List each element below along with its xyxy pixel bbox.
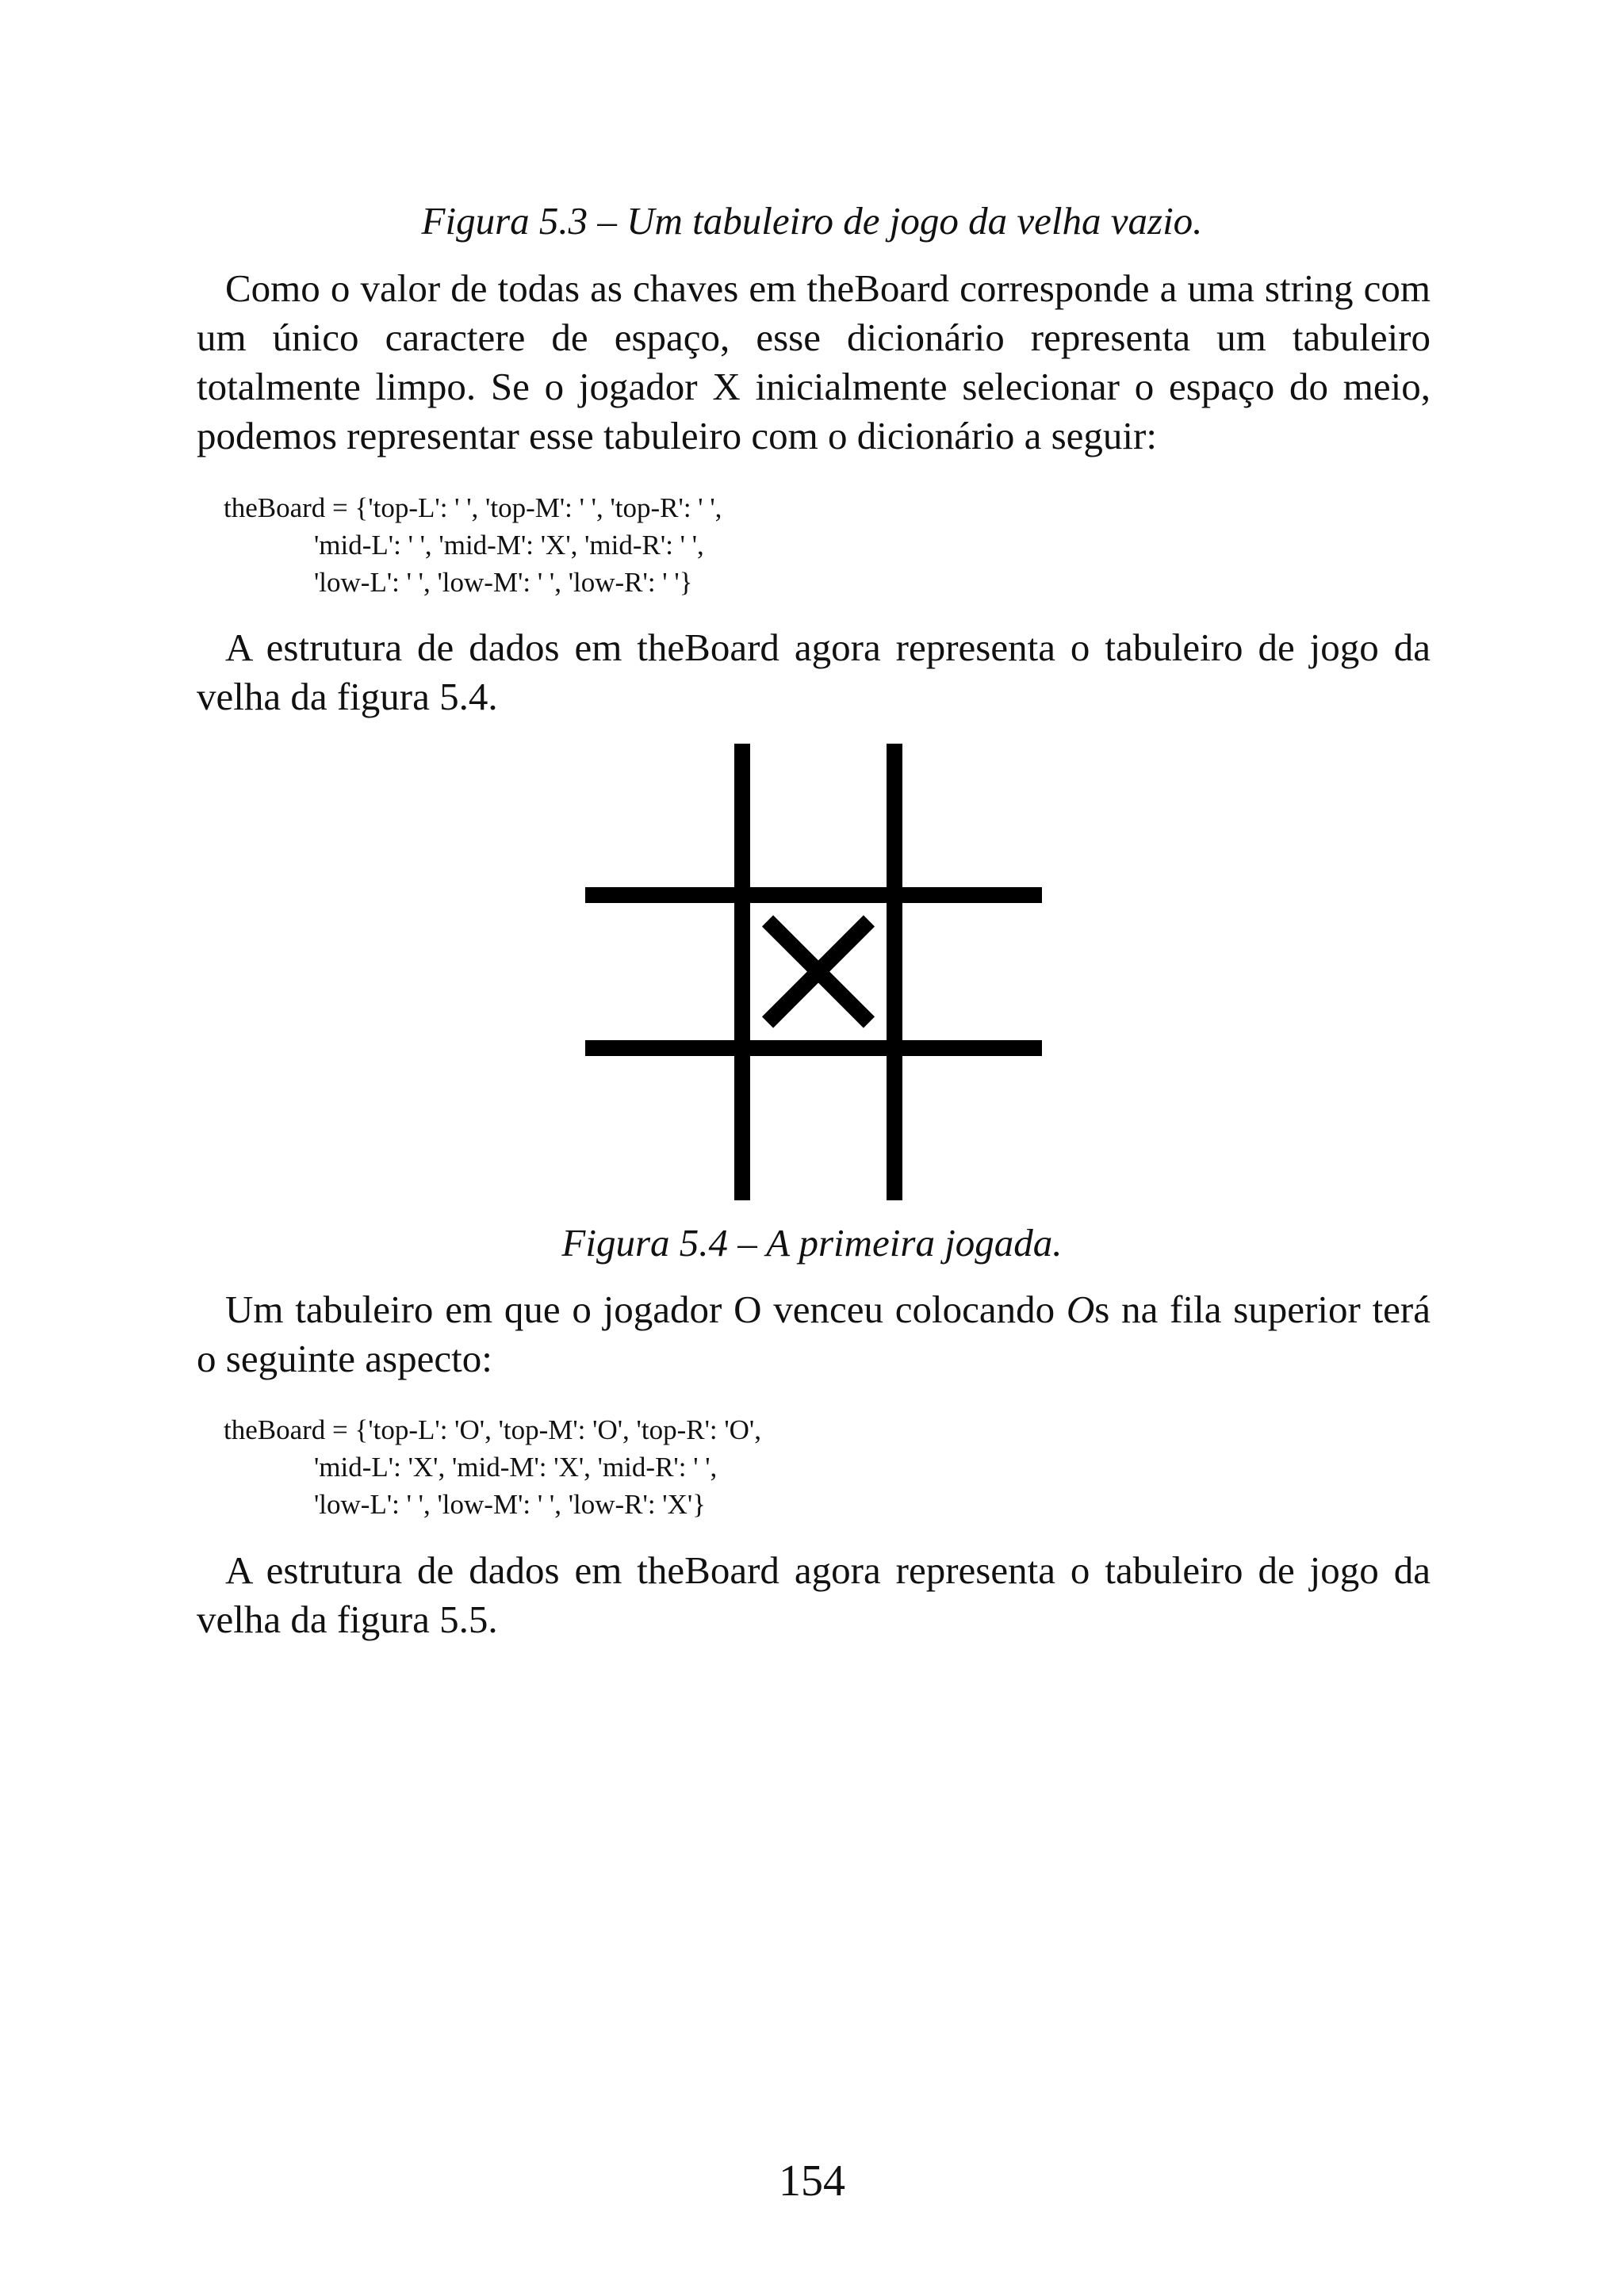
tic-tac-toe-board-figure xyxy=(585,744,1042,1200)
code-line: theBoard = {'top-L': 'O', 'top-M': 'O', 'top-R': 'O', xyxy=(224,1414,761,1445)
board-line-vertical-right xyxy=(887,744,902,1200)
paragraph-3-italic-letter: O xyxy=(1066,1288,1095,1331)
code-block-2 xyxy=(224,1411,761,1523)
paragraph-3-text-end: s na fila superior terá o seguinte aspecto: xyxy=(197,1288,1431,1380)
code-line: 'mid-L': ' ', 'mid-M': 'X', 'mid-R': ' ', xyxy=(314,530,704,561)
figure-5-4-caption: Figura 5.4 – A primeira jogada. xyxy=(561,1221,1063,1265)
code-block-1 xyxy=(224,489,722,601)
page-number: 154 xyxy=(779,2156,845,2206)
code-line: 'low-L': ' ', 'low-M': ' ', 'low-R': ' '} xyxy=(314,567,693,598)
board-line-horizontal-top xyxy=(585,887,1042,903)
paragraph-3-text: Um tabuleiro em que o jogador O venceu colocando xyxy=(225,1288,1067,1331)
code-line: 'mid-L': 'X', 'mid-M': 'X', 'mid-R': ' ', xyxy=(314,1452,718,1483)
board-line-horizontal-bottom xyxy=(585,1040,1042,1056)
board-line-vertical-left xyxy=(734,744,750,1200)
figure-5-3-caption: Figura 5.3 – Um tabuleiro de jogo da velha vazio. xyxy=(421,199,1203,243)
code-line: 'low-L': ' ', 'low-M': ' ', 'low-R': 'X'} xyxy=(314,1489,706,1520)
paragraph-4: A estrutura de dados em theBoard agora representa o tabuleiro de jogo da velha da figura 5.5. xyxy=(197,1548,1431,1641)
paragraph-3 xyxy=(197,1285,1431,1383)
code-line: theBoard = {'top-L': ' ', 'top-M': ' ', 'top-R': ' ', xyxy=(224,492,722,523)
paragraph-2: A estrutura de dados em theBoard agora representa o tabuleiro de jogo da velha da figura 5.4. xyxy=(197,626,1431,718)
board-marks xyxy=(768,921,869,1023)
paragraph-1: Como o valor de todas as chaves em theBoard corresponde a uma string com um único caractere de espaço, esse dicionário representa um tabuleiro totalmente limpo. Se o jogador X inicialmente selecionar o espaço do meio, podemos representar esse tabuleiro com o dicionário a seguir: xyxy=(197,266,1431,457)
